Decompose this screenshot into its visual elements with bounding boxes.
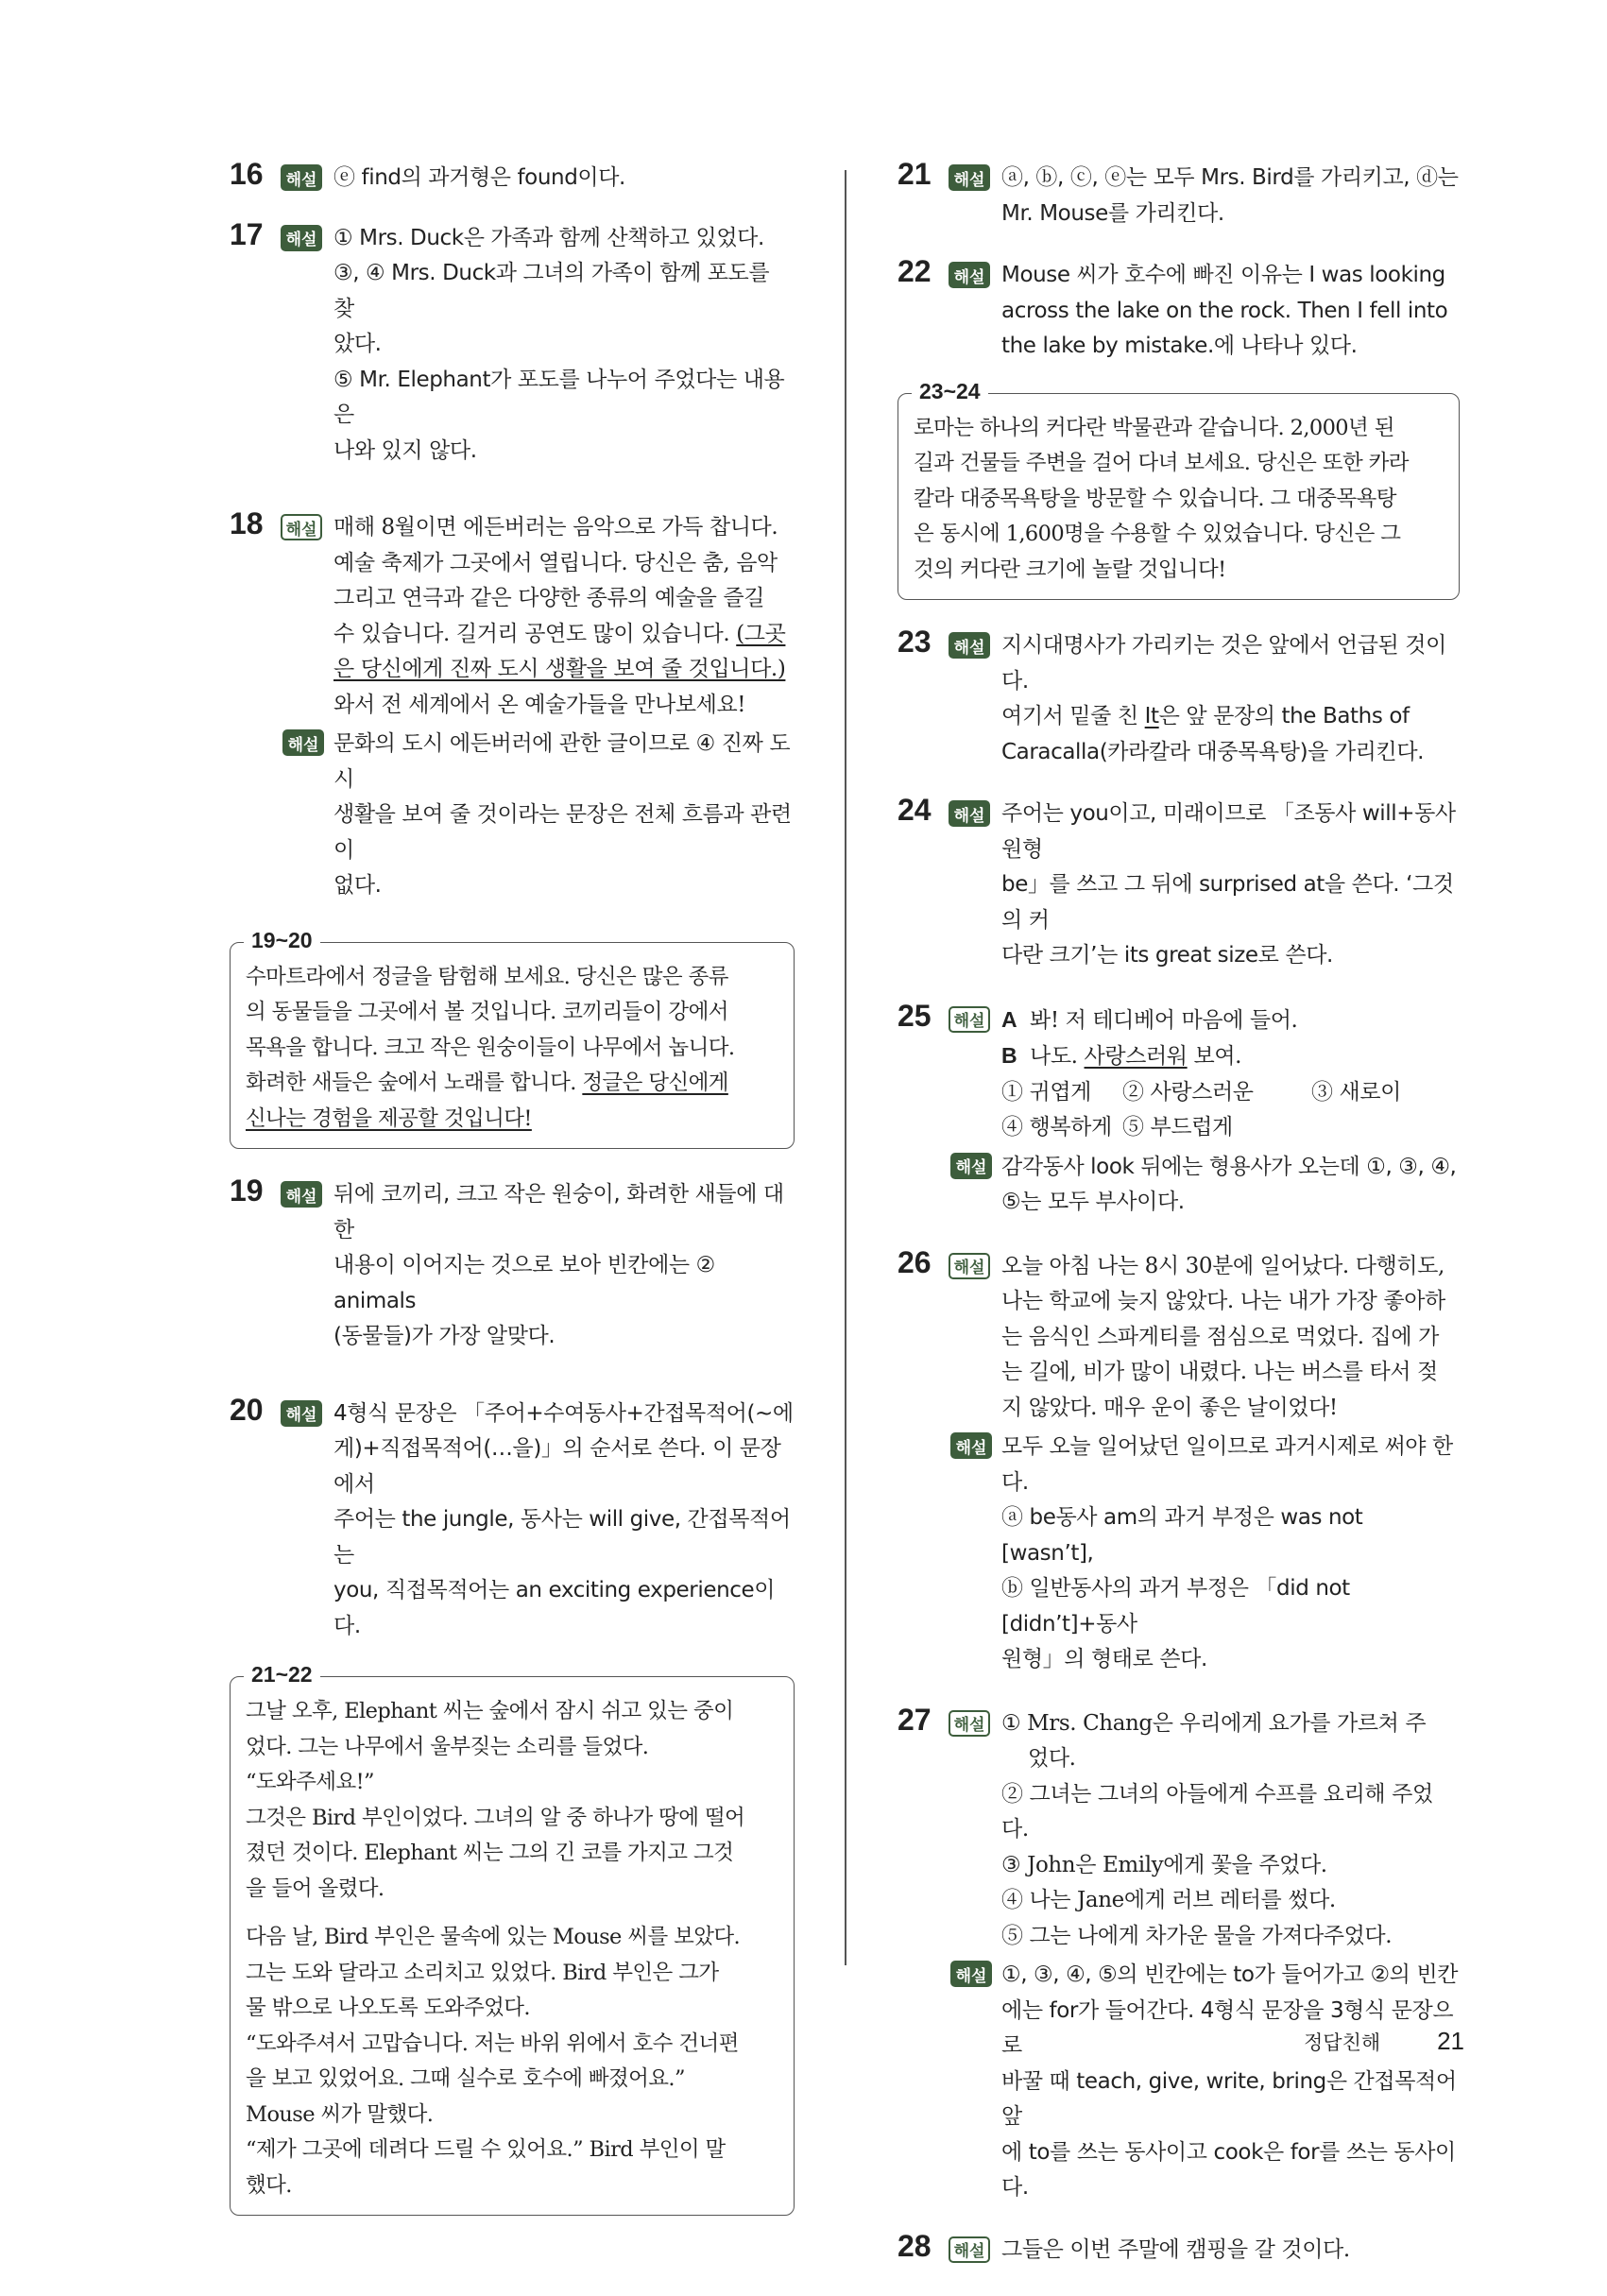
underlined-sentence: 은 당신에게 진짜 도시 생활을 보여 줄 것입니다.) (333, 657, 786, 681)
answer-16 (230, 157, 795, 197)
explanation-text: (동물들)가 가장 알맞다. (333, 1324, 556, 1348)
explanation-segment: 여기서 밑줄 친 (1001, 704, 1145, 728)
translation-text: 는 길에, 비가 많이 내렸다. 나는 버스를 타서 젖 (1001, 1360, 1438, 1384)
option: ③ 새로이 (1311, 1079, 1401, 1105)
explanation-badge: 해설 (281, 225, 322, 251)
passage-label: 21~22 (244, 1662, 320, 1688)
question-number: 24 (898, 793, 932, 827)
explanation-text: 주어는 you이고, 미래이므로 「조동사 will+동사원형 (1001, 801, 1456, 862)
explanation-text: Mouse 씨가 호수에 빠진 이유는 I was looking (1001, 263, 1445, 287)
passage-label: 23~24 (912, 379, 988, 404)
answer-24 (898, 793, 1460, 974)
explanation-block (950, 1430, 1460, 1678)
question-number: 21 (898, 157, 932, 191)
option-row (1001, 1110, 1460, 1146)
explanation-text: 에는 for가 들어간다. 4형식 문장을 3형식 문장으로 (1001, 1997, 1454, 2058)
passage-segment: 화려한 새들은 숲에서 노래를 합니다. (246, 1071, 583, 1095)
explanation-text: 나와 있지 않다. (333, 437, 477, 463)
page-footer (1304, 2027, 1464, 2056)
explanation-text: Mr. Mouse를 가리킨다. (1001, 200, 1224, 226)
column-divider (845, 170, 846, 1965)
explanation-text: ① Mrs. Duck은 가족과 함께 산책하고 있었다. (333, 225, 764, 250)
underlined-word: 사랑스러워 (1084, 1044, 1188, 1069)
speaker-label: B (1001, 1043, 1017, 1068)
translation-text: 지 않았다. 매우 운이 좋은 날이었다! (1001, 1395, 1338, 1420)
passage-line: 을 보고 있었어요. 그때 실수로 호수에 빠졌어요.” (246, 2066, 685, 2091)
passage-box-21-22 (230, 1662, 795, 2216)
passage-line: 은 동시에 1,600명을 수용할 수 있었습니다. 당신은 그 (914, 522, 1401, 546)
explanation-badge: 해설 (949, 164, 990, 191)
explanation-text: 지시대명사가 가리키는 것은 앞에서 언급된 것이다. (1001, 633, 1446, 694)
explanation-text: you, 직접목적어는 an exciting experience이다. (333, 1578, 776, 1638)
passage-line: Mouse 씨가 말했다. (246, 2101, 434, 2127)
passage-line: “제가 그곳에 데려다 드릴 수 있어요.” Bird 부인이 말 (246, 2137, 726, 2162)
underlined-word: It (1144, 704, 1159, 728)
explanation-text: ⓔ find의 과거형은 found이다. (333, 165, 625, 190)
answer-25 (898, 998, 1460, 1221)
translation-text: 었다. (1028, 1746, 1076, 1771)
option: ④ 행복하게 (1001, 1115, 1112, 1139)
passage-box-19-20 (230, 927, 795, 1150)
explanation-text: ⓑ 일반동사의 과거 부정은 「did not [didn’t]+동사 (1001, 1576, 1350, 1636)
explanation-badge: 해설 (950, 1153, 992, 1179)
answer-18 (230, 506, 795, 904)
passage-line: 길과 건물들 주변을 걸어 다녀 보세요. 당신은 또한 카라 (914, 451, 1409, 475)
passage-line: “도와주세요!” (246, 1770, 374, 1794)
translation-text: 그리고 연극과 같은 다양한 종류의 예술을 즐길 (333, 586, 765, 610)
explanation-text: 감각동사 look 뒤에는 형용사가 오는데 ①, ③, ④, (1001, 1154, 1457, 1179)
explanation-text: ⑤는 모두 부사이다. (1001, 1190, 1185, 1214)
translation-text: 오늘 아침 나는 8시 30분에 일어났다. 다행히도, (1001, 1253, 1445, 1278)
dialogue-text: 나도. (1030, 1044, 1085, 1069)
translation-text: ⑤ 그는 나에게 차가운 물을 가져다주었다. (1001, 1923, 1393, 1948)
translation-text: 와서 전 세계에서 온 예술가들을 만나보세요! (333, 692, 746, 717)
explanation-text: 4형식 문장은 「주어+수여동사+간접목적어(~에 (333, 1400, 794, 1426)
passage-line: 칼라 대중목욕탕을 방문할 수 있습니다. 그 대중목욕탕 (914, 486, 1396, 511)
translation-text (333, 617, 795, 653)
page-number: 21 (1437, 2027, 1464, 2055)
explanation-text: 원형」의 형태로 쓴다. (1001, 1647, 1207, 1671)
answer-20 (230, 1392, 795, 1645)
explanation-text: 에 to를 쓰는 동사이고 cook은 for를 쓰는 동사이다. (1001, 2139, 1456, 2200)
dialogue-text: 봐! 저 테디베어 마음에 들어. (1030, 1007, 1298, 1033)
option: ⑤ 부드럽게 (1122, 1115, 1233, 1139)
explanation-text: be」를 쓰고 그 뒤에 surprised at을 쓴다. ‘그것의 커 (1001, 872, 1454, 933)
explanation-text: ⑤ Mr. Elephant가 포도를 나누어 주었다는 내용은 (333, 367, 785, 427)
passage-label: 19~20 (244, 928, 320, 953)
answer-22 (898, 254, 1460, 365)
explanation-badge: 해설 (950, 1961, 992, 1987)
explanation-text: 생활을 보여 줄 것이라는 문장은 전체 흐름과 관련이 (333, 802, 792, 863)
explanation-text: ⓐ be동사 am의 과거 부정은 was not [wasn’t], (1001, 1505, 1363, 1566)
translation-text: 그들은 이번 주말에 캠핑을 갈 것이다. (1001, 2236, 1350, 2262)
translation-text: ④ 나는 Jane에게 러브 레터를 썼다. (1001, 1888, 1336, 1912)
explanation-text: 바꿀 때 teach, give, write, bring은 간접목적어 앞 (1001, 2068, 1457, 2129)
answer-26 (898, 1244, 1460, 1678)
explanation-segment: 은 앞 문장의 the Baths of (1158, 704, 1410, 728)
answer-21 (898, 157, 1460, 231)
answer-17 (230, 216, 795, 470)
answer-28 (898, 2228, 1460, 2269)
question-number: 23 (898, 625, 932, 659)
answer-19 (230, 1174, 795, 1355)
passage-line: 졌던 것이다. Elephant 씨는 그의 긴 코를 가지고 그것 (246, 1841, 734, 1865)
passage-line: 했다. (246, 2172, 292, 2198)
translation-text: 예술 축제가 그곳에서 열립니다. 당신은 춤, 음악 (333, 550, 778, 575)
passage-line: 그날 오후, Elephant 씨는 숲에서 잠시 쉬고 있는 중이 (246, 1699, 734, 1723)
explanation-badge: 해설 (950, 1432, 992, 1459)
question-number: 17 (230, 216, 264, 251)
underlined-sentence: (그곳 (736, 621, 786, 646)
passage-line: 물 밖으로 나오도록 도와주었다. (246, 1996, 530, 2020)
answer-23 (898, 625, 1460, 770)
explanation-text: 주어는 the jungle, 동사는 will give, 간접목적어는 (333, 1507, 791, 1568)
explanation-block (950, 1150, 1460, 1221)
explanation-text: 다란 크기’는 its great size로 쓴다. (1001, 943, 1333, 968)
passage-line: 목욕을 합니다. 크고 작은 원숭이들이 나무에서 놉니다. (246, 1035, 735, 1060)
passage-line (246, 1066, 778, 1102)
translation-segment: 수 있습니다. 길거리 공연도 많이 있습니다. (333, 621, 730, 646)
footer-label: 정답친해 (1304, 2031, 1381, 2054)
explanation-text: Caracalla(카라칼라 대중목욕탕)을 가리킨다. (1001, 739, 1425, 764)
speaker-label: A (1001, 1006, 1017, 1032)
question-number: 25 (898, 998, 932, 1033)
question-number: 20 (230, 1392, 264, 1427)
passage-line: 을 들어 올렸다. (246, 1876, 385, 1901)
passage-line: 의 동물들을 그곳에서 볼 것입니다. 코끼리들이 강에서 (246, 1000, 728, 1024)
passage-line: “도와주셔서 고맙습니다. 저는 바위 위에서 호수 건너편 (246, 2030, 739, 2056)
underlined-sentence: 정글은 당신에게 (582, 1071, 728, 1095)
explanation-badge: 해설 (281, 164, 322, 191)
translation-text: ③ John은 Emily에게 꽃을 주었다. (1001, 1852, 1327, 1877)
explanation-text: ①, ③, ④, ⑤의 빈칸에는 to가 들어가고 ②의 빈칸 (1001, 1962, 1459, 1987)
dialogue-text: 보여. (1187, 1044, 1242, 1069)
question-number: 28 (898, 2228, 932, 2263)
question-number: 27 (898, 1702, 932, 1737)
explanation-text: the lake by mistake.에 나타나 있다. (1001, 334, 1358, 358)
answer-27 (898, 1702, 1460, 2206)
question-number: 19 (230, 1174, 264, 1208)
explanation-text: 뒤에 코끼리, 크고 작은 원숭이, 화려한 새들에 대한 (333, 1182, 784, 1242)
question-number: 18 (230, 506, 264, 540)
translation-badge: 해설 (949, 1710, 990, 1737)
question-number: 26 (898, 1244, 932, 1279)
explanation-badge: 해설 (281, 1181, 322, 1208)
explanation-badge: 해설 (949, 632, 990, 659)
explanation-block (950, 1958, 1460, 2206)
option-row (1001, 1075, 1460, 1111)
explanation-text: 게)+직접목적어(…을)」의 순서로 쓴다. 이 문장에서 (333, 1436, 781, 1497)
option: ② 사랑스러운 (1122, 1079, 1254, 1105)
dialogue-line (1001, 1002, 1460, 1039)
translation-badge: 해설 (949, 1006, 990, 1033)
explanation-text: across the lake on the rock. Then I fell into (1001, 298, 1448, 323)
explanation-text: 모두 오늘 일어났던 일이므로 과거시제로 써야 한다. (1001, 1434, 1453, 1495)
explanation-text: 았다. (333, 332, 382, 356)
explanation-text: 문화의 도시 에든버러에 관한 글이므로 ④ 진짜 도시 (333, 731, 791, 792)
translation-text: 나는 학교에 늦지 않았다. 나는 내가 가장 좋아하 (1001, 1289, 1445, 1313)
question-number: 16 (230, 157, 264, 191)
explanation-badge: 해설 (949, 262, 990, 288)
explanation-badge: 해설 (281, 1400, 322, 1427)
passage-line: 그것은 Bird 부인이었다. 그녀의 알 중 하나가 땅에 떨어 (246, 1805, 745, 1830)
passage-line: 었다. 그는 나무에서 울부짖는 소리를 들었다. (246, 1734, 649, 1759)
dialogue-line (1001, 1038, 1460, 1075)
left-column (230, 157, 795, 2244)
explanation-text: ⓐ, ⓑ, ⓒ, ⓔ는 모두 Mrs. Bird를 가리키고, ⓓ는 (1001, 165, 1459, 190)
explanation-badge: 해설 (949, 800, 990, 827)
passage-line: 로마는 하나의 커다란 박물관과 같습니다. 2,000년 된 (914, 415, 1394, 440)
translation-text: ② 그녀는 그녀의 아들에게 수프를 요리해 주었다. (1001, 1781, 1433, 1842)
explanation-badge: 해설 (282, 729, 324, 756)
explanation-text: 내용이 이어지는 것으로 보아 빈칸에는 ② animals (333, 1253, 715, 1313)
explanation-text: 없다. (333, 873, 382, 898)
translation-badge: 해설 (949, 2236, 990, 2263)
passage-line: 그는 도와 달라고 소리치고 있었다. Bird 부인은 그가 (246, 1960, 719, 1985)
right-column (898, 157, 1460, 2296)
passage-line: 것의 커다란 크기에 놀랄 것입니다! (914, 557, 1226, 582)
translation-text: 는 음식인 스파게티를 점심으로 먹었다. 집에 가 (1001, 1324, 1439, 1349)
passage-box-23-24 (898, 378, 1460, 601)
underlined-sentence: 신나는 경험을 제공할 것입니다! (246, 1105, 532, 1131)
translation-text: ① Mrs. Chang은 우리에게 요가를 가르쳐 주 (1001, 1710, 1427, 1736)
explanation-block (282, 727, 795, 904)
translation-text: 매해 8월이면 에든버러는 음악으로 가득 찹니다. (333, 515, 778, 540)
passage-line: 다음 날, Bird 부인은 물속에 있는 Mouse 씨를 보았다. (246, 1925, 741, 1949)
explanation-text: ③, ④ Mrs. Duck과 그녀의 가족이 함께 포도를 찾 (333, 261, 770, 321)
translation-badge: 해설 (281, 514, 322, 540)
question-number: 22 (898, 254, 932, 288)
explanation-text (1001, 699, 1460, 735)
passage-line (246, 1102, 778, 1138)
option: ① 귀엽게 (1001, 1079, 1091, 1105)
translation-badge: 해설 (949, 1253, 990, 1279)
translation-text (333, 652, 795, 688)
passage-line: 수마트라에서 정글을 탐험해 보세요. 당신은 많은 종류 (246, 964, 728, 989)
